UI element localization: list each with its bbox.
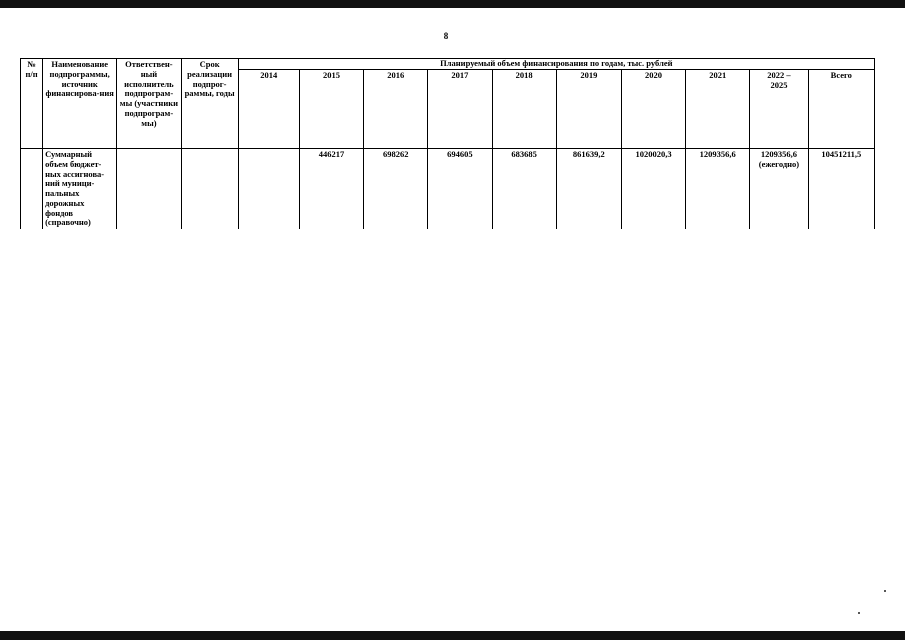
year-header: 2020 xyxy=(621,70,685,149)
header-subprogram-name: Наименование подпрограммы, источник финансирова-ния xyxy=(43,59,117,149)
value-cell: 698262 xyxy=(364,149,428,230)
row-term xyxy=(181,149,238,230)
value-cell: 861639,2 xyxy=(556,149,621,230)
value-cell: 1020020,3 xyxy=(621,149,685,230)
header-number: № п/п xyxy=(21,59,43,149)
scan-speck xyxy=(884,590,886,592)
total-header: Всего xyxy=(808,70,874,149)
table-row xyxy=(21,149,875,230)
year-header: 2021 xyxy=(686,70,750,149)
top-border-bar xyxy=(0,0,905,8)
row-name: Суммарный объем бюджет-ных ассигнова-ний муници-пальных дорожных фондов (справочно) xyxy=(43,149,117,230)
header-responsible: Ответствен-ный исполнитель подпрограм-мы (участники подпрограм-мы) xyxy=(117,59,181,149)
year-header: 2019 xyxy=(556,70,621,149)
value-cell: 1209356,6 (ежегодно) xyxy=(750,149,808,230)
value-cell xyxy=(238,149,299,230)
value-cell: 683685 xyxy=(492,149,556,230)
year-header: 2018 xyxy=(492,70,556,149)
bottom-border-bar xyxy=(0,631,905,640)
total-value-cell: 10451211,5 xyxy=(808,149,874,230)
value-cell: 694605 xyxy=(428,149,492,230)
year-header: 2022 – 2025 xyxy=(750,70,808,149)
row-responsible xyxy=(117,149,181,230)
page-number: 8 xyxy=(443,31,449,41)
year-header: 2015 xyxy=(299,70,363,149)
year-header: 2014 xyxy=(238,70,299,149)
header-financing: Планируемый объем финансирования по годам, тыс. рублей xyxy=(238,59,874,70)
year-header: 2016 xyxy=(364,70,428,149)
year-header: 2017 xyxy=(428,70,492,149)
header-term: Срок реализации подпрог-раммы, годы xyxy=(181,59,238,149)
value-cell: 446217 xyxy=(299,149,363,230)
scan-speck xyxy=(858,612,860,614)
value-cell: 1209356,6 xyxy=(686,149,750,230)
financing-table xyxy=(20,58,875,229)
row-number xyxy=(21,149,43,230)
